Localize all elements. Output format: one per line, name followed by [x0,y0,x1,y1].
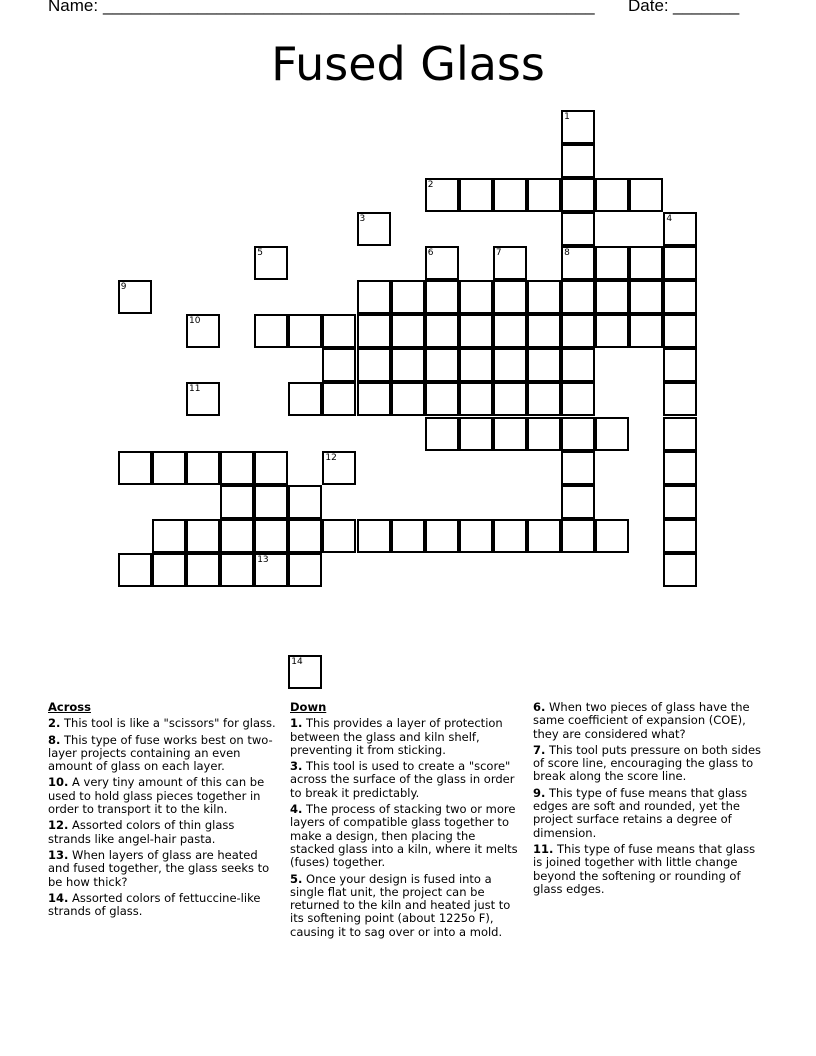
crossword-cell[interactable] [561,144,595,178]
name-label: Name: [48,0,99,15]
crossword-cell[interactable] [493,280,527,314]
clue-item-text: Once your design is fused into a single flat unit, the project can be returned to the kiln and heated just to its softening point (about 1225o F), causing it to sag over or into a mold. [290,871,511,939]
clue-item-number: 6. [533,700,546,714]
crossword-cell[interactable] [186,314,220,348]
crossword-cell[interactable] [595,417,629,451]
crossword-cell[interactable] [561,280,595,314]
clue-item-number: 1. [290,716,303,731]
crossword-cell[interactable] [425,382,459,416]
crossword-cell[interactable] [357,314,391,348]
crossword-cell[interactable] [254,246,288,280]
crossword-cell[interactable] [663,348,697,382]
clue-item-text: This type of fuse means that glass is joined together with little change beyond the softening or rounding of glass edges. [533,841,756,896]
clue-item-text: This type of fuse means that glass edges are soft and rounded, yet the project surface retains a degree of dimension. [533,785,748,840]
clue-item-number: 4. [290,802,303,817]
crossword-cell[interactable] [561,382,595,416]
crossword-cell[interactable] [595,314,629,348]
clue-number: 10 [189,316,201,327]
name-field[interactable]: ____________________________________________________ [103,0,595,15]
crossword-cell[interactable] [322,451,356,485]
clue-number: 14 [291,657,303,668]
crossword-cell[interactable] [186,553,220,587]
crossword-cell[interactable] [220,519,254,553]
crossword-cell[interactable] [663,417,697,451]
crossword-cell[interactable] [391,382,425,416]
clue-item [48,734,280,774]
crossword-cell[interactable] [629,246,663,280]
crossword-cell[interactable] [425,519,459,553]
crossword-cell[interactable] [186,382,220,416]
crossword-cell[interactable] [186,519,220,553]
clue-item [48,849,280,889]
clue-item-number: 12. [48,818,69,833]
clue-number: 2 [427,179,434,190]
clue-item-text: This provides a layer of protection between the glass and kiln shelf, preventing it from sticking. [290,716,503,757]
crossword-cell[interactable] [391,280,425,314]
crossword-cell[interactable] [663,451,697,485]
crossword-cell[interactable] [254,553,288,587]
crossword-cell[interactable] [220,553,254,587]
crossword-cell[interactable] [118,553,152,587]
clue-number: 9 [120,282,127,293]
crossword-cell[interactable] [425,178,459,212]
crossword-cell[interactable] [561,348,595,382]
crossword-cell[interactable] [493,382,527,416]
crossword-cell[interactable] [527,519,561,553]
clue-item [533,701,765,741]
clue-item-number: 8. [48,732,61,747]
crossword-cell[interactable] [663,485,697,519]
crossword-cell[interactable] [663,212,697,246]
crossword-cell[interactable] [561,110,595,144]
crossword-cell[interactable] [561,519,595,553]
crossword-cell[interactable] [493,178,527,212]
clue-item-number: 10. [48,775,69,790]
crossword-cell[interactable] [425,417,459,451]
crossword-cell[interactable] [493,417,527,451]
crossword-cell[interactable] [663,280,697,314]
clue-number: 3 [359,213,366,224]
crossword-cell[interactable] [459,519,493,553]
crossword-cell[interactable] [186,451,220,485]
crossword-cell[interactable] [391,519,425,553]
crossword-cell[interactable] [561,451,595,485]
crossword-cell[interactable] [288,655,322,689]
crossword-cell[interactable] [357,519,391,553]
clue-number: 5 [257,248,263,258]
clue-item-text: This tool is used to create a "score" across the surface of the glass in order to break it predictably. [290,759,515,800]
crossword-cell[interactable] [288,519,322,553]
clue-item [48,892,280,919]
crossword-cell[interactable] [561,212,595,246]
crossword-cell[interactable] [459,280,493,314]
down-clues [290,701,522,942]
crossword-cell[interactable] [288,553,322,587]
crossword-cell[interactable] [561,246,595,280]
clue-number: 8 [564,248,570,258]
crossword-cell[interactable] [493,246,527,280]
clue-item-text: The process of stacking two or more layers of compatible glass together to make a design, then placing the stacked glass into a kiln, where it melts (fuses) together. [290,802,518,870]
down-clues-continued [533,701,765,899]
clue-item-number: 11. [533,841,554,856]
clue-item-text: When two pieces of glass have the same coefficient of expansion (COE), they are considered what? [533,700,750,741]
clue-number: 13 [257,554,269,565]
clue-item-text: When layers of glass are heated and fused together, the glass seeks to be how thick? [48,847,270,889]
clue-item [290,873,522,939]
clue-item [533,787,765,840]
clue-item [48,819,280,846]
clue-item [533,843,765,896]
crossword-cell[interactable] [322,314,356,348]
crossword-cell[interactable] [254,519,288,553]
clue-item [290,803,522,869]
clue-item-number: 7. [533,742,546,757]
crossword-cell[interactable] [527,382,561,416]
crossword-cell[interactable] [425,348,459,382]
crossword-cell[interactable] [288,485,322,519]
crossword-cell[interactable] [152,451,186,485]
crossword-cell[interactable] [663,553,697,587]
crossword-cell[interactable] [254,485,288,519]
clue-number: 4 [666,213,673,224]
crossword-cell[interactable] [493,314,527,348]
crossword-cell[interactable] [459,314,493,348]
clue-item-text: This type of fuse works best on two-layer projects containing an even amount of glass on each layer. [48,732,273,774]
across-clue-list [48,717,280,918]
crossword-cell[interactable] [459,417,493,451]
page-title: Fused Glass [271,37,545,91]
crossword-cell[interactable] [663,246,697,280]
crossword-cell[interactable] [629,280,663,314]
crossword-cell[interactable] [459,178,493,212]
clue-number: 1 [564,111,570,122]
clue-item [290,760,522,800]
crossword-cell[interactable] [322,519,356,553]
down-clue-list-continued [533,701,765,896]
crossword-cell[interactable] [629,314,663,348]
crossword-cell[interactable] [629,178,663,212]
clue-item [48,776,280,816]
date-label: Date: [628,0,669,15]
crossword-cell[interactable] [493,519,527,553]
clue-number: 7 [495,248,502,258]
crossword-cell[interactable] [493,348,527,382]
crossword-cell[interactable] [118,280,152,314]
clue-item [290,717,522,757]
crossword-cell[interactable] [152,519,186,553]
crossword-cell[interactable] [220,485,254,519]
clue-item-text: A very tiny amount of this can be used to hold glass pieces together in order to transport it to the kiln. [48,775,265,817]
across-clues [48,701,280,921]
across-heading: Across [48,700,91,714]
crossword-cell[interactable] [357,212,391,246]
crossword-cell[interactable] [663,382,697,416]
crossword-cell[interactable] [561,485,595,519]
crossword-cell[interactable] [254,451,288,485]
crossword-cell[interactable] [391,348,425,382]
crossword-cell[interactable] [288,382,322,416]
crossword-cell[interactable] [288,314,322,348]
crossword-cell[interactable] [357,280,391,314]
clue-number: 11 [189,384,201,395]
down-heading: Down [290,700,327,714]
crossword-cell[interactable] [425,280,459,314]
crossword-cell[interactable] [220,451,254,485]
clue-item [533,744,765,784]
date-field[interactable]: _______ [673,0,740,15]
clue-item-number: 13. [48,847,69,862]
clue-item-number: 2. [48,716,61,731]
crossword-cell[interactable] [322,382,356,416]
clue-item-text: Assorted colors of fettuccine-like strands of glass. [48,890,261,919]
crossword-cell[interactable] [459,348,493,382]
crossword-cell[interactable] [152,553,186,587]
crossword-cell[interactable] [663,519,697,553]
crossword-cell[interactable] [322,348,356,382]
crossword-cell[interactable] [425,314,459,348]
crossword-cell[interactable] [561,178,595,212]
crossword-cell[interactable] [527,178,561,212]
crossword-cell[interactable] [527,348,561,382]
crossword-cell[interactable] [561,314,595,348]
crossword-cell[interactable] [595,519,629,553]
crossword-cell[interactable] [595,178,629,212]
clue-number: 6 [427,248,434,258]
crossword-cell[interactable] [595,246,629,280]
crossword-cell[interactable] [527,280,561,314]
down-clue-list [290,717,522,939]
crossword-cell[interactable] [459,382,493,416]
clue-item-text: This tool puts pressure on both sides of score line, encouraging the glass to break along the score line. [533,742,762,784]
crossword-cell[interactable] [561,417,595,451]
clue-item-number: 9. [533,785,546,800]
clue-item-number: 14. [48,890,69,905]
crossword-cell[interactable] [357,382,391,416]
crossword-cell[interactable] [118,451,152,485]
crossword-cell[interactable] [595,280,629,314]
clue-number: 12 [325,452,337,463]
crossword-cell[interactable] [663,314,697,348]
crossword-cell[interactable] [527,417,561,451]
crossword-cell[interactable] [391,314,425,348]
clue-item-number: 3. [290,759,303,774]
clue-item [48,717,280,730]
crossword-cell[interactable] [527,314,561,348]
clue-item-number: 5. [290,871,303,886]
crossword-cell[interactable] [254,314,288,348]
crossword-cell[interactable] [357,348,391,382]
clue-item-text: This tool is like a "scissors" for glass. [60,716,276,731]
clue-item-text: Assorted colors of thin glass strands like angel-hair pasta. [48,818,235,846]
crossword-cell[interactable] [425,246,459,280]
